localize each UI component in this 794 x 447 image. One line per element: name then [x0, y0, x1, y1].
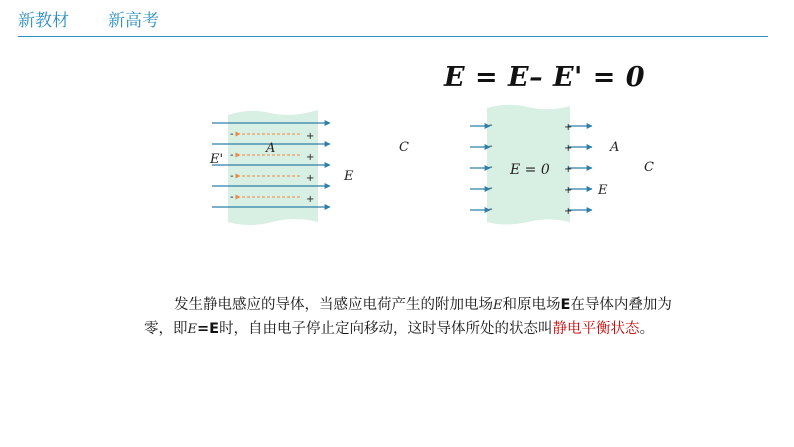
- plus-charge: +: [564, 164, 573, 175]
- equals-e-symbol: =E: [197, 320, 220, 337]
- minus-charge: -: [489, 183, 493, 194]
- plus-charge: +: [564, 143, 573, 154]
- minus-charge: -: [489, 120, 493, 131]
- minus-charge: -: [489, 204, 493, 215]
- minus-charge: -: [489, 162, 493, 173]
- label-A-left: A: [266, 141, 276, 156]
- label-C-left: C: [399, 140, 409, 155]
- paragraph-text: 发生静电感应的导体，当感应电荷产生的附加电场: [174, 297, 493, 313]
- paragraph-text: 在导体内叠加为零，即: [144, 297, 672, 337]
- minus-charge: -: [230, 129, 234, 140]
- minus-charge: -: [230, 171, 234, 182]
- left-diagram: [209, 110, 409, 225]
- left-conductor: [228, 110, 318, 225]
- e-prime-symbol: E: [187, 321, 197, 337]
- label-E-prime: E': [210, 152, 224, 167]
- label-E-right: E: [598, 183, 608, 198]
- e-symbol: E: [560, 297, 571, 313]
- minus-charge: -: [230, 150, 234, 161]
- label-A-right: A: [610, 140, 620, 155]
- e-prime-symbol: E: [493, 298, 503, 313]
- label-C-right: C: [644, 160, 654, 175]
- header-title-right: 新高考: [108, 11, 159, 31]
- plus-charge: +: [306, 173, 315, 184]
- paragraph-text: 时，自由电子停止定向移动，这时导体所处的状态叫: [219, 320, 553, 337]
- plus-charge: +: [564, 185, 573, 196]
- inner-field-zero-label: E = 0: [510, 162, 550, 178]
- plus-charge: +: [564, 206, 573, 217]
- plus-charge: +: [306, 131, 315, 142]
- paragraph-text: 和原电场: [502, 297, 561, 313]
- plus-charge: +: [306, 194, 315, 205]
- highlight-term: 静电平衡状态: [552, 320, 640, 337]
- header-title-left: 新教材: [18, 11, 69, 31]
- minus-charge: -: [230, 192, 234, 203]
- equilibrium-equation: E = E– E' = 0: [444, 62, 646, 93]
- right-diagram: [470, 105, 654, 225]
- minus-charge: -: [489, 141, 493, 152]
- plus-charge: +: [564, 122, 573, 133]
- plus-charge: +: [306, 152, 315, 163]
- label-E-left: E: [344, 169, 354, 184]
- explanation-paragraph: [144, 294, 678, 341]
- paragraph-text: 。: [639, 320, 655, 337]
